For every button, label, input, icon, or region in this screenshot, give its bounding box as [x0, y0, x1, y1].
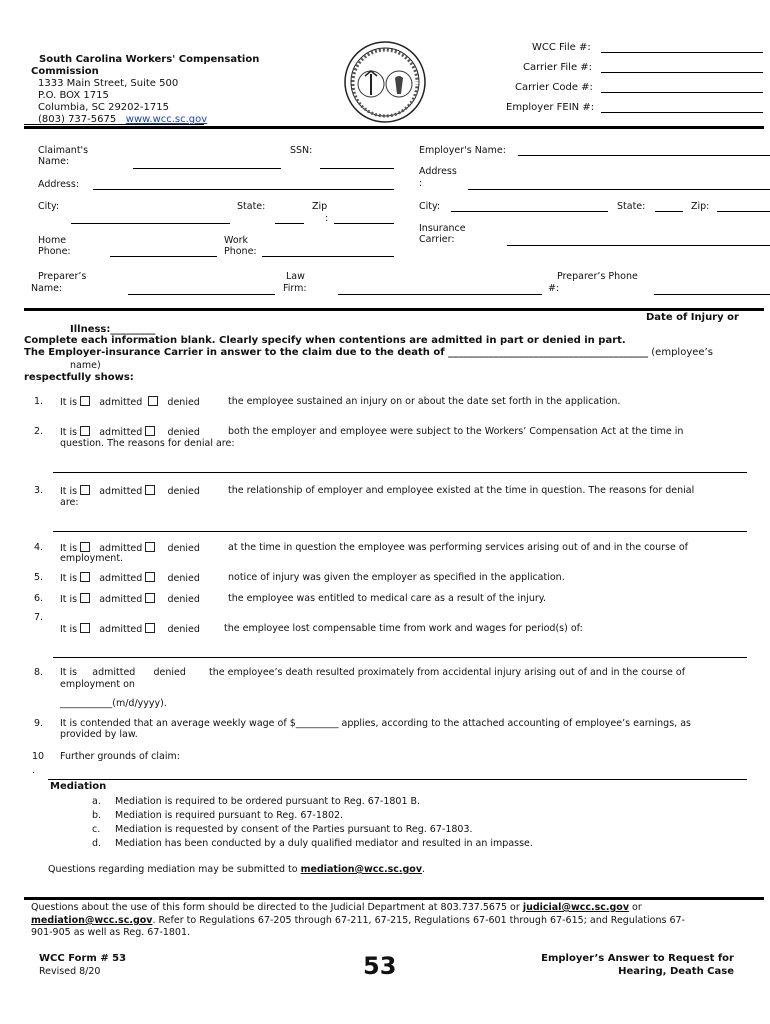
footer-mediation-email-link[interactable]: mediation@wcc.sc.gov [31, 915, 153, 926]
mediation-letter: c. [92, 824, 101, 835]
form-title-line-2: Hearing, Death Case [618, 966, 734, 977]
admitted-label: admitted [99, 486, 143, 497]
carrier-code-label: Carrier Code #: [515, 82, 593, 93]
preparer-name-field[interactable] [128, 294, 275, 295]
law-firm-label-2: Firm: [283, 283, 307, 294]
it-is-label: It is [60, 486, 78, 497]
denied-label: denied [167, 573, 200, 584]
employer-address-field[interactable] [468, 189, 770, 190]
item-3-text: the relationship of employer and employee existed at the time in question. The reasons for denial [228, 485, 695, 496]
footer-q1: Questions about the use of this form should be directed to the Judicial Department at 803.737.5675 or [31, 902, 520, 913]
admitted-label: admitted [99, 573, 143, 584]
item-2-response-field[interactable] [53, 472, 747, 473]
ssn-label: SSN: [290, 145, 313, 156]
it-is-label: It is [60, 667, 78, 678]
phone: (803) 737-5675 [38, 114, 117, 125]
header-underline [24, 124, 204, 125]
home-phone-label-2: Phone: [38, 246, 71, 257]
it-is-label: It is [60, 543, 78, 554]
footer-questions-line-3: 901-905 as well as Reg. 67-1801. [31, 927, 191, 938]
address-line-3: Columbia, SC 29202-1715 [38, 102, 169, 113]
item-1-text: the employee sustained an injury on or about the date set forth in the application. [228, 396, 621, 407]
footer-or: or [632, 902, 642, 913]
home-phone-field[interactable] [110, 256, 217, 257]
employer-fein-label: Employer FEIN #: [506, 102, 595, 113]
denied-checkbox[interactable] [145, 623, 155, 633]
denied-label: denied [167, 543, 200, 554]
preparer-name-label-2: Name: [31, 283, 63, 294]
item-number-dot: . [32, 765, 36, 776]
zip-field[interactable] [334, 223, 394, 224]
admitted-checkbox[interactable] [80, 426, 90, 436]
form-number-large: 53 [363, 952, 397, 980]
mediation-option-a: Mediation is required to be ordered pursuant to Reg. 67-1801 B. [115, 796, 421, 807]
divider [24, 126, 764, 129]
item-number: 5. [34, 572, 44, 583]
state-seal-icon [343, 40, 427, 124]
address-line-1: 1333 Main Street, Suite 500 [38, 78, 179, 89]
claimant-name-label: Claimant's [38, 145, 89, 156]
zip-label: Zip [312, 201, 328, 212]
wcc-file-label: WCC File #: [532, 42, 591, 53]
admitted-checkbox[interactable] [80, 542, 90, 552]
item-10-response-field[interactable] [48, 779, 747, 780]
item-7-text: the employee lost compensable time from work and wages for period(s) of: [224, 623, 583, 634]
mediation-letter: d. [92, 838, 102, 849]
insurance-carrier-field[interactable] [507, 245, 770, 246]
mediation-option-c: Mediation is requested by consent of the Parties pursuant to Reg. 67-1803. [115, 824, 473, 835]
claimant-name-label-2: Name: [38, 156, 70, 167]
employer-fein-field[interactable] [601, 112, 763, 113]
item-2-text: both the employer and employee were subject to the Workers’ Compensation Act at the time in [228, 426, 684, 437]
it-is-label: It is [60, 594, 78, 605]
admitted-checkbox[interactable] [80, 485, 90, 495]
city-field[interactable] [71, 223, 230, 224]
denied-checkbox[interactable] [145, 426, 155, 436]
revised-date: Revised 8/20 [39, 966, 101, 977]
denied-checkbox[interactable] [145, 572, 155, 582]
divider [24, 897, 764, 900]
item-10-text: Further grounds of claim: [60, 751, 180, 762]
mediation-title: Mediation [50, 781, 107, 792]
denied-label: denied [167, 397, 200, 408]
it-is-label: It is [60, 397, 78, 408]
mediation-period: . [422, 864, 426, 875]
item-7-choice [60, 623, 200, 635]
denied-label: denied [167, 427, 200, 438]
carrier-file-field[interactable] [601, 72, 763, 73]
item-number: 7. [34, 612, 44, 623]
admitted-checkbox[interactable] [80, 623, 90, 633]
mediation-letter: a. [92, 796, 101, 807]
item-6-text: the employee was entitled to medical care as a result of the injury. [228, 593, 547, 604]
denied-checkbox[interactable] [145, 542, 155, 552]
employer-state-field[interactable] [655, 211, 683, 212]
employer-zip-field[interactable] [717, 211, 770, 212]
item-1-choice [60, 396, 200, 408]
item-4-text-2: employment. [60, 553, 124, 564]
judicial-email-link[interactable]: judicial@wcc.sc.gov [522, 902, 630, 913]
carrier-file-label: Carrier File #: [523, 62, 593, 73]
item-8-date-field[interactable]: ___________(m/d/yyyy). [60, 698, 167, 709]
item-4-text: at the time in question the employee was performing services arising out of and in the course of [228, 542, 689, 553]
ssn-field[interactable] [320, 168, 394, 169]
item-number: 10 [32, 751, 45, 762]
footer-questions-line-2 [31, 915, 685, 926]
illness-label: Illness:_________ [70, 324, 156, 335]
name-caption: name) [70, 360, 101, 371]
item-number: 2. [34, 426, 44, 437]
it-is-label: It is [60, 427, 78, 438]
preparer-name-label: Preparer’s [38, 271, 87, 282]
item-2-choice [60, 426, 200, 438]
mediation-questions-text: Questions regarding mediation may be submitted to [48, 864, 298, 875]
wcc-file-field[interactable] [601, 52, 763, 53]
it-is-label: It is [60, 573, 78, 584]
address-line-2: P.O. BOX 1715 [38, 90, 109, 101]
denied-label: denied [167, 594, 200, 605]
denied-label: denied [153, 667, 186, 678]
home-phone-label: Home [38, 235, 67, 246]
denied-label: denied [167, 624, 200, 635]
admitted-label: admitted [99, 397, 143, 408]
address-field[interactable] [93, 189, 394, 190]
state-field[interactable] [275, 223, 304, 224]
item-3-response-field[interactable] [53, 531, 747, 532]
employer-city-label: City: [419, 201, 441, 212]
item-9-text-2: provided by law. [60, 729, 138, 740]
item-8-text-2: employment on [60, 679, 135, 690]
preparer-phone-field[interactable] [654, 294, 770, 295]
carrier-code-field[interactable] [601, 92, 763, 93]
item-8-choice [60, 667, 186, 678]
date-of-injury-label: Date of Injury or [646, 312, 739, 323]
footer-questions-line-1 [31, 902, 642, 913]
website-link[interactable]: www.wcc.sc.gov [125, 114, 208, 125]
carrier-answer-line [24, 347, 713, 358]
carrier-answer-text: The Employer-insurance Carrier in answer to the claim due to the death of ________________________________________ [24, 347, 649, 358]
admitted-checkbox[interactable] [80, 593, 90, 603]
mediation-option-d: Mediation has been conducted by a duly qualified mediator and resulted in an impasse. [115, 838, 533, 849]
instructions: Complete each information blank. Clearly specify when contentions are admitted in part or denied in part. [24, 335, 626, 346]
respectfully-shows: respectfully shows: [24, 372, 134, 383]
item-7-response-field[interactable] [53, 657, 747, 658]
item-5-choice [60, 572, 200, 584]
admitted-label: admitted [99, 594, 143, 605]
admitted-label: admitted [99, 427, 143, 438]
item-number: 1. [34, 396, 44, 407]
employer-address-label: Address [419, 166, 457, 177]
mediation-email-link[interactable]: mediation@wcc.sc.gov [300, 864, 423, 875]
it-is-label: It is [60, 624, 78, 635]
law-firm-field[interactable] [338, 294, 542, 295]
work-phone-field[interactable] [262, 256, 394, 257]
employer-name-label: Employer's Name: [419, 145, 506, 156]
form-number: WCC Form # 53 [39, 953, 127, 964]
denied-checkbox[interactable] [148, 396, 158, 406]
work-phone-label: Work [224, 235, 249, 246]
admitted-checkbox[interactable] [80, 572, 90, 582]
item-3-choice [60, 485, 200, 497]
footer-q2: . Refer to Regulations 67-205 through 67-211, 67-215, Regulations 67-601 through 67-615; and Regulations 67- [152, 915, 685, 926]
insurance-carrier-label: Insurance [419, 223, 466, 234]
item-6-choice [60, 593, 200, 605]
mediation-questions [48, 864, 425, 875]
divider [24, 308, 764, 311]
employer-city-field[interactable] [451, 211, 608, 212]
employer-address-label-2: : [419, 178, 423, 189]
admitted-label: admitted [99, 624, 143, 635]
item-2-text-2: question. The reasons for denial are: [60, 438, 235, 449]
state-label: State: [237, 201, 266, 212]
zip-label-colon: : [325, 213, 329, 224]
employer-zip-label: Zip: [691, 201, 710, 212]
employer-name-field[interactable] [518, 155, 770, 156]
form-title-line-1: Employer’s Answer to Request for [541, 953, 734, 964]
item-8-text: the employee’s death resulted proximately from accidental injury arising out of and in the course of [209, 667, 686, 678]
org-name-2: Commission [31, 66, 99, 77]
item-number: 4. [34, 542, 44, 553]
item-number: 8. [34, 667, 44, 678]
mediation-letter: b. [92, 810, 102, 821]
preparer-phone-label: Preparer’s Phone [557, 271, 638, 282]
item-9-text: It is contended that an average weekly wage of $_________ applies, according to the attached accounting of employee’s earnings, as [60, 718, 691, 729]
admitted-label: admitted [99, 543, 143, 554]
claimant-name-field[interactable] [133, 168, 281, 169]
law-firm-label: Law [286, 271, 305, 282]
employee-s: (employee’s [651, 347, 713, 358]
employer-state-label: State: [617, 201, 646, 212]
work-phone-label-2: Phone: [224, 246, 257, 257]
item-number: 9. [34, 718, 44, 729]
insurance-carrier-label-2: Carrier: [419, 234, 455, 245]
denied-label: denied [167, 486, 200, 497]
address-label: Address: [38, 179, 80, 190]
item-5-text: notice of injury was given the employer as specified in the application. [228, 572, 565, 583]
denied-checkbox[interactable] [145, 485, 155, 495]
mediation-option-b: Mediation is required pursuant to Reg. 67-1802. [115, 810, 344, 821]
admitted-checkbox[interactable] [80, 396, 90, 406]
city-label: City: [38, 201, 60, 212]
denied-checkbox[interactable] [145, 593, 155, 603]
preparer-phone-label-2: #: [548, 283, 560, 294]
item-3-text-2: are: [60, 497, 79, 508]
item-number: 6. [34, 593, 44, 604]
admitted-label: admitted [92, 667, 136, 678]
item-number: 3. [34, 485, 44, 496]
org-name: South Carolina Workers' Compensation [39, 54, 260, 65]
